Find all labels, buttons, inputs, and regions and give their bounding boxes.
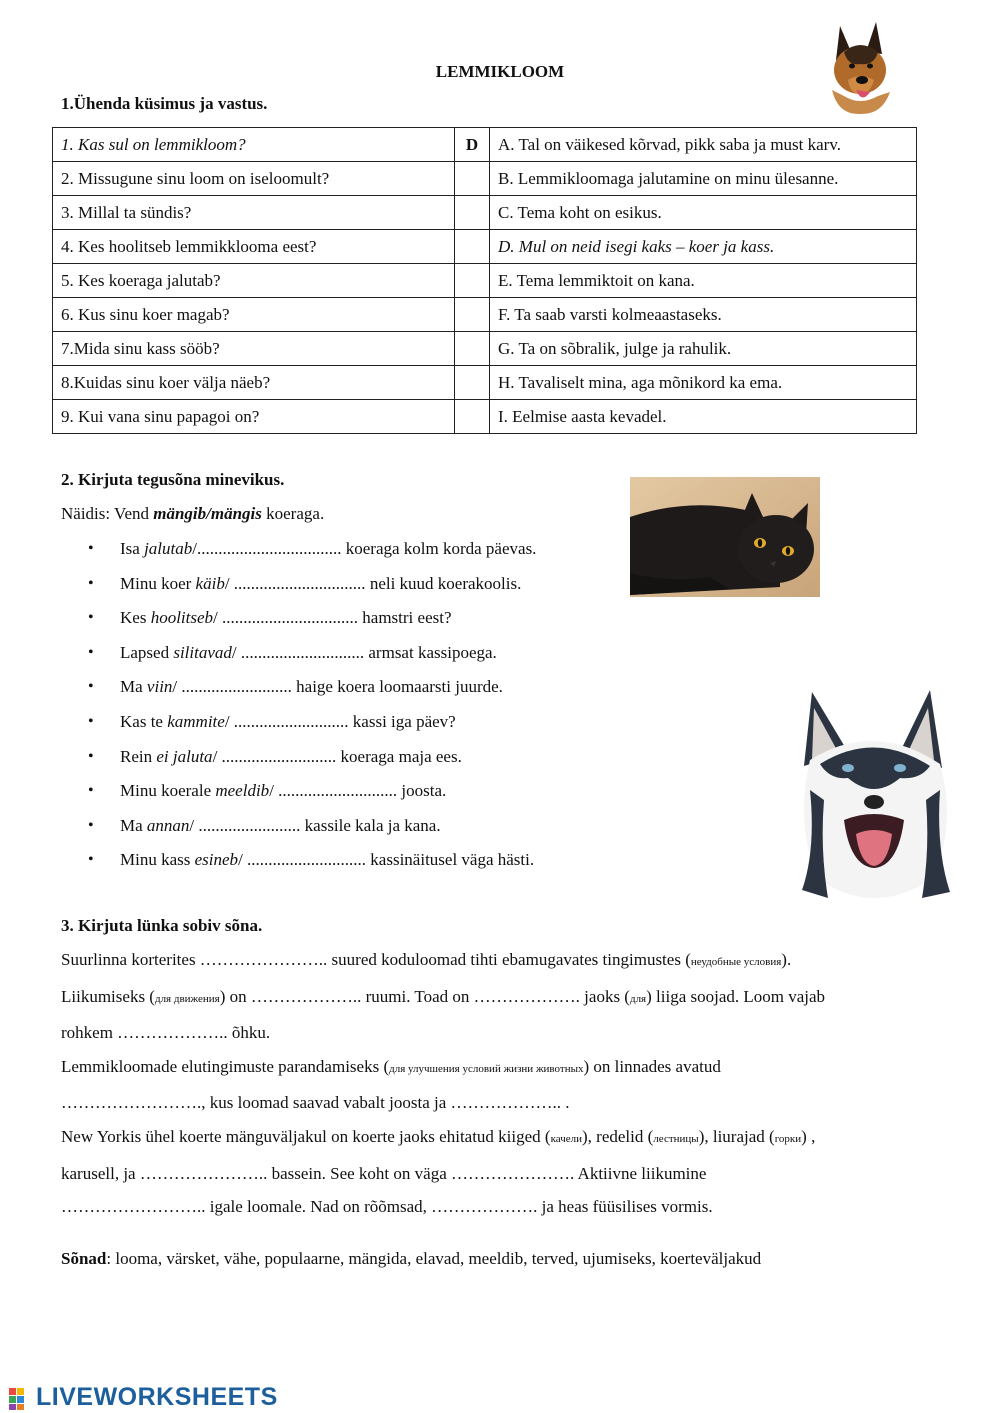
- list-item: [88, 705, 536, 740]
- item-verb: esineb: [194, 850, 239, 870]
- word-bank-words: : looma, värsket, vähe, populaarne, mängida, elavad, meeldib, terved, ujumiseks, koerteväljakud: [106, 1249, 762, 1268]
- exercise-1-heading: 1.Ühenda küsimus ja vastus.: [61, 94, 268, 113]
- answer-cell[interactable]: [455, 400, 490, 434]
- item-prefix: Ma: [120, 815, 147, 835]
- question-cell: 7.Mida sinu kass sööb?: [53, 332, 455, 366]
- text-segment: ) ,: [801, 1126, 816, 1146]
- text-segment: ), redelid (: [582, 1126, 654, 1146]
- question-cell: 9. Kui vana sinu papagoi on?: [53, 400, 455, 434]
- answer-option-cell: I. Eelmise aasta kevadel.: [490, 400, 917, 434]
- text-segment: New Yorkis ühel koerte mänguväljakul on koerte jaoks ehitatud kiiged (: [61, 1126, 551, 1146]
- item-prefix: Minu koerale: [120, 781, 216, 801]
- text-segment: Lemmikloomade elutingimuste parandamiseks (: [61, 1056, 390, 1076]
- item-prefix: Ma: [120, 677, 147, 697]
- item-suffix: joosta.: [397, 781, 447, 801]
- item-verb: ei jaluta: [156, 746, 213, 766]
- item-blank[interactable]: / ...............................: [224, 573, 366, 593]
- question-cell: 3. Millal ta sündis?: [53, 196, 455, 230]
- german-shepherd-image: [818, 20, 898, 115]
- matching-table: [52, 127, 917, 434]
- item-prefix: Rein: [120, 746, 157, 766]
- item-verb: jalutab: [144, 539, 193, 558]
- husky-image: [790, 680, 960, 910]
- paragraph: rohkem ……………….. õhku.: [61, 1023, 271, 1043]
- text-segment: ), liurajad (: [698, 1126, 775, 1146]
- item-verb: hoolitseb: [150, 608, 214, 628]
- item-verb: annan: [146, 815, 190, 835]
- item-suffix: kassinäitusel väga hästi.: [366, 850, 535, 870]
- item-suffix: kassile kala ja kana.: [300, 815, 441, 835]
- item-suffix: koeraga maja ees.: [336, 746, 462, 766]
- answer-cell[interactable]: [455, 298, 490, 332]
- table-row: [53, 366, 917, 400]
- word-bank-label: Sõnad: [61, 1249, 107, 1268]
- exercise-3-text: [61, 943, 941, 1224]
- translation-note: для движения: [154, 992, 220, 1005]
- list-item: [88, 670, 536, 705]
- translation-note: качели: [550, 1132, 583, 1145]
- item-blank[interactable]: / ..........................: [172, 677, 292, 697]
- liveworksheets-logo: [8, 1383, 278, 1412]
- answer-cell[interactable]: [455, 332, 490, 366]
- table-row: [53, 128, 917, 162]
- item-blank[interactable]: /..................................: [192, 539, 342, 558]
- item-suffix: kassi iga päev?: [348, 711, 456, 731]
- answer-option-cell: H. Tavaliselt mina, aga mõnikord ka ema.: [490, 366, 917, 400]
- exercise-3-heading: 3. Kirjuta lünka sobiv sõna.: [61, 916, 263, 935]
- item-prefix: Minu kass: [120, 850, 195, 870]
- list-item: [88, 567, 536, 602]
- answer-option-cell: A. Tal on väikesed kõrvad, pikk saba ja must karv.: [490, 128, 917, 162]
- answer-cell[interactable]: [455, 230, 490, 264]
- paragraph: [61, 1120, 941, 1157]
- item-suffix: haige koera loomaarsti juurde.: [291, 677, 503, 697]
- table-row: [53, 230, 917, 264]
- example-prefix: Näidis: Vend: [61, 504, 154, 523]
- item-verb: meeldib: [215, 781, 270, 801]
- list-item: [88, 636, 536, 671]
- table-row: [53, 264, 917, 298]
- answer-cell[interactable]: [455, 366, 490, 400]
- translation-note: для: [629, 992, 647, 1005]
- exercise-2-heading: 2. Kirjuta tegusõna minevikus.: [61, 470, 285, 489]
- paragraph: ……………………., kus loomad saavad vabalt joosta ja ……………….. .: [61, 1093, 570, 1113]
- list-item: [88, 601, 536, 636]
- paragraph: [61, 943, 941, 980]
- table-row: [53, 400, 917, 434]
- item-blank[interactable]: / ............................: [238, 850, 367, 870]
- answer-cell[interactable]: [455, 162, 490, 196]
- text-segment: ) on linnades avatud: [583, 1056, 721, 1076]
- logo-icon: [8, 1385, 34, 1411]
- example-word: mängib/mängis: [153, 504, 262, 523]
- table-row: [53, 332, 917, 366]
- item-prefix: Kes: [120, 608, 151, 628]
- item-suffix: armsat kassipoega.: [364, 642, 497, 662]
- paragraph: karusell, ja ………………….. bassein. See koht on väga …………………. Aktiivne liikumine: [61, 1163, 707, 1183]
- item-prefix: Lapsed: [120, 642, 174, 662]
- answer-option-cell: C. Tema koht on esikus.: [490, 196, 917, 230]
- answer-cell[interactable]: [455, 196, 490, 230]
- answer-option-cell: G. Ta on sõbralik, julge ja rahulik.: [490, 332, 917, 366]
- question-cell: 1. Kas sul on lemmikloom?: [53, 128, 455, 162]
- item-prefix: Kas te: [120, 711, 168, 731]
- text-segment: ) on ……………….. ruumi. Toad on ………………. jaoks (: [219, 986, 630, 1006]
- word-bank: [61, 1249, 761, 1269]
- answer-cell[interactable]: [455, 264, 490, 298]
- list-item: [88, 532, 536, 567]
- answer-option-cell: B. Lemmikloomaga jalutamine on minu ülesanne.: [490, 162, 917, 196]
- list-item: [88, 740, 536, 775]
- question-cell: 8.Kuidas sinu koer välja näeb?: [53, 366, 455, 400]
- table-row: [53, 298, 917, 332]
- table-row: [53, 162, 917, 196]
- black-cat-image: [630, 477, 820, 597]
- question-cell: 6. Kus sinu koer magab?: [53, 298, 455, 332]
- item-verb: kammite: [167, 711, 225, 731]
- list-item: [88, 809, 536, 844]
- item-suffix: koeraga kolm korda päevas.: [341, 539, 537, 558]
- item-prefix: Isa: [120, 539, 145, 558]
- translation-note: для улучшения условий жизни животных: [389, 1062, 584, 1075]
- item-blank[interactable]: / ...........................: [224, 711, 349, 731]
- paragraph: [61, 980, 941, 1017]
- item-suffix: neli kuud koerakoolis.: [365, 573, 522, 593]
- item-blank[interactable]: / .............................: [231, 642, 365, 662]
- text-segment: ).: [781, 950, 792, 969]
- question-cell: 4. Kes hoolitseb lemmikklooma eest?: [53, 230, 455, 264]
- answer-cell[interactable]: D: [455, 128, 490, 162]
- answer-option-cell: D. Mul on neid isegi kaks – koer ja kass.: [490, 230, 917, 264]
- text-segment: ) liiga soojad. Loom vajab: [646, 986, 826, 1006]
- item-blank[interactable]: / ...........................: [212, 746, 337, 766]
- item-blank[interactable]: / ................................: [213, 608, 359, 628]
- text-segment: Liikumiseks (: [61, 986, 155, 1006]
- item-suffix: hamstri eest?: [358, 608, 452, 628]
- brand-text: LIVEWORKSHEETS: [36, 1383, 278, 1411]
- paragraph: …………………….. igale loomale. Nad on rõõmsad, ………………. ja heas füüsilises vormis.: [61, 1197, 713, 1217]
- item-verb: käib: [195, 573, 225, 593]
- page-title: LEMMIKLOOM: [435, 62, 565, 81]
- answer-option-cell: E. Tema lemmiktoit on kana.: [490, 264, 917, 298]
- paragraph: [61, 1050, 941, 1087]
- translation-note: неудобные условия: [690, 956, 782, 968]
- item-blank[interactable]: / ............................: [269, 781, 398, 801]
- item-verb: silitavad: [173, 642, 232, 662]
- translation-note: лестницы: [653, 1132, 699, 1145]
- item-blank[interactable]: / ........................: [189, 815, 301, 835]
- question-cell: 2. Missugune sinu loom on iseloomult?: [53, 162, 455, 196]
- question-cell: 5. Kes koeraga jalutab?: [53, 264, 455, 298]
- example-line: [61, 504, 324, 524]
- item-prefix: Minu koer: [120, 573, 196, 593]
- translation-note: горки: [774, 1132, 802, 1145]
- table-row: [53, 196, 917, 230]
- item-verb: viin: [146, 677, 173, 697]
- list-item: [88, 774, 536, 809]
- list-item: [88, 843, 536, 878]
- text-segment: Suurlinna korterites ………………….. suured koduloomad tihti ebamugavates tingimustes (: [61, 950, 691, 969]
- verb-list: [88, 532, 536, 878]
- example-suffix: koeraga.: [261, 504, 325, 523]
- answer-option-cell: F. Ta saab varsti kolmeaastaseks.: [490, 298, 917, 332]
